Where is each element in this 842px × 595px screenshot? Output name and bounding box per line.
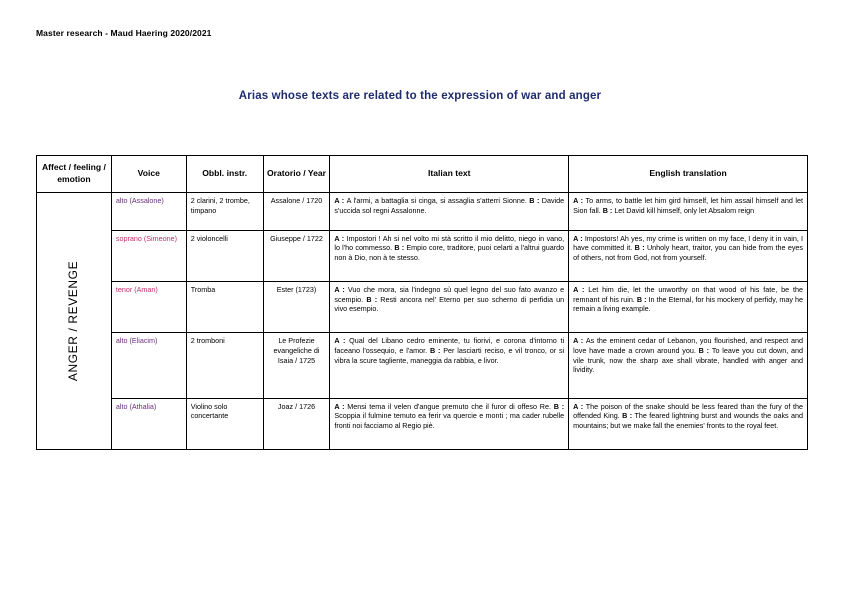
cell-english: [569, 398, 808, 449]
cell-english: [569, 282, 808, 333]
italian-section-b: B : Scoppia il fulmine temuto ea ferir va quercie e monti ; ma cader rubelle fronti noi facciamo al Regio piè.: [334, 401, 565, 430]
table-row: [37, 282, 808, 333]
cell-oratorio: Ester (1723): [263, 282, 330, 333]
italian-section-a: A : Mensi tema il velen d'angue premuto che il furor di offeso Re.: [334, 401, 551, 411]
cell-english: [569, 193, 808, 231]
table-row: [37, 333, 808, 398]
cell-italian: [330, 230, 569, 281]
english-section-a: A : Let him die, let the unworthy on that wood of his fate, be the remnant of his ruin.: [573, 285, 803, 304]
group-label-cell: [37, 193, 112, 450]
table-row: [37, 193, 808, 231]
cell-voice: soprano (Simeone): [111, 230, 186, 281]
english-section-b: B : Unholy heart, traitor, you can hide from the eyes of others, not from God, not from yourself.: [573, 243, 804, 262]
column-header-italian: Italian text: [330, 156, 569, 193]
cell-italian: [330, 193, 569, 231]
table-row: [37, 230, 808, 281]
italian-section-b: B : Davide s'uccida sol regni Assalonne.: [334, 196, 565, 215]
italian-section-a: A : Qual del Libano cedro eminente, tu fiorivi, e corona d'intorno ti faceano l'ossequio, e l'amor.: [334, 336, 565, 355]
italian-section-a: A : A l'armi, a battaglia si cinga, si assaglia s'atterri Sionne.: [334, 196, 527, 205]
page-header: Master research - Maud Haering 2020/2021: [36, 28, 212, 38]
english-section-a: A : To arms, to battle let him gird himself, let him assail himself and let Sion fall.: [573, 196, 803, 215]
cell-obbl: 2 tromboni: [186, 333, 263, 398]
table-row: [37, 398, 808, 449]
column-header-english: English translation: [569, 156, 808, 193]
cell-oratorio: Giuseppe / 1722: [263, 230, 330, 281]
arias-table: [36, 155, 808, 450]
english-section-b: B : The feared lightning burst and wounds the oaks and mountains; but we make fall the enemies' fronts to the royal feet.: [573, 411, 804, 430]
cell-obbl: 2 violoncelli: [186, 230, 263, 281]
cell-english: [569, 230, 808, 281]
cell-english: [569, 333, 808, 398]
group-label-text: ANGER / REVENGE: [65, 260, 80, 382]
italian-section-b: B : Per lasciarti reciso, e vil tronco, or si vibra la scure tagliente, maneggia da rabbia, e livor.: [334, 345, 565, 365]
page-title: Arias whose texts are related to the expression of war and anger: [238, 90, 602, 102]
cell-voice: alto (Assalone): [111, 193, 186, 231]
column-header-obbl: Obbl. instr.: [186, 156, 263, 193]
cell-obbl: Tromba: [186, 282, 263, 333]
cell-oratorio: Joaz / 1726: [263, 398, 330, 449]
cell-oratorio: Le Profezie evangeliche di Isaia / 1725: [263, 333, 330, 398]
english-section-a: A : As the eminent cedar of Lebanon, you flourished, and respect and love have made a crown around you.: [573, 336, 803, 355]
english-section-b: B : In the Eternal, for his mockery of perfidy, may he remain a living example.: [573, 294, 803, 314]
cell-voice: tenor (Aman): [111, 282, 186, 333]
english-section-b: B : Let David kill himself, only let Absalom reign: [602, 205, 755, 215]
english-section-b: B : To leave you cut down, and vile trunk, now the sharp axe shall vibrate, handled with anger and lividity.: [573, 345, 804, 375]
table-header-row: [37, 156, 808, 193]
cell-obbl: 2 clarini, 2 trombe, timpano: [186, 193, 263, 231]
cell-voice: alto (Athalia): [111, 398, 186, 449]
italian-section-a: A : Vuo che mora, sia l'indegno sù quel legno del suo fato avanzo e scempio.: [334, 285, 565, 304]
cell-italian: [330, 333, 569, 398]
cell-voice: alto (Eliacim): [111, 333, 186, 398]
column-header-oratorio: Oratorio / Year: [263, 156, 330, 193]
cell-obbl: Violino solo concertante: [186, 398, 263, 449]
cell-italian: [330, 282, 569, 333]
cell-italian: [330, 398, 569, 449]
english-section-a: A : Impostors! Ah yes, my crime is written on my face, I deny it in vain, I have committed it.: [573, 233, 804, 253]
italian-section-a: A : Impostori ! Ah si nel volto mi stà scritto il mio delitto, niego in vano, lo l'ho commesso.: [334, 233, 565, 253]
cell-oratorio: Assalone / 1720: [263, 193, 330, 231]
column-header-voice: Voice: [111, 156, 186, 193]
italian-section-b: B : Resti ancora nel' Eterno per suo scherno di perfidia un vivo esempio.: [334, 294, 565, 314]
italian-section-b: B : Empio core, traditore, puoi celarti a l'altrui guardo non à Dio, non à te stesso.: [334, 243, 565, 262]
english-section-a: A : The poison of the snake should be less feared than the fury of the offended King.: [573, 401, 803, 421]
column-header-affect: Affect / feeling / emotion: [37, 156, 112, 193]
